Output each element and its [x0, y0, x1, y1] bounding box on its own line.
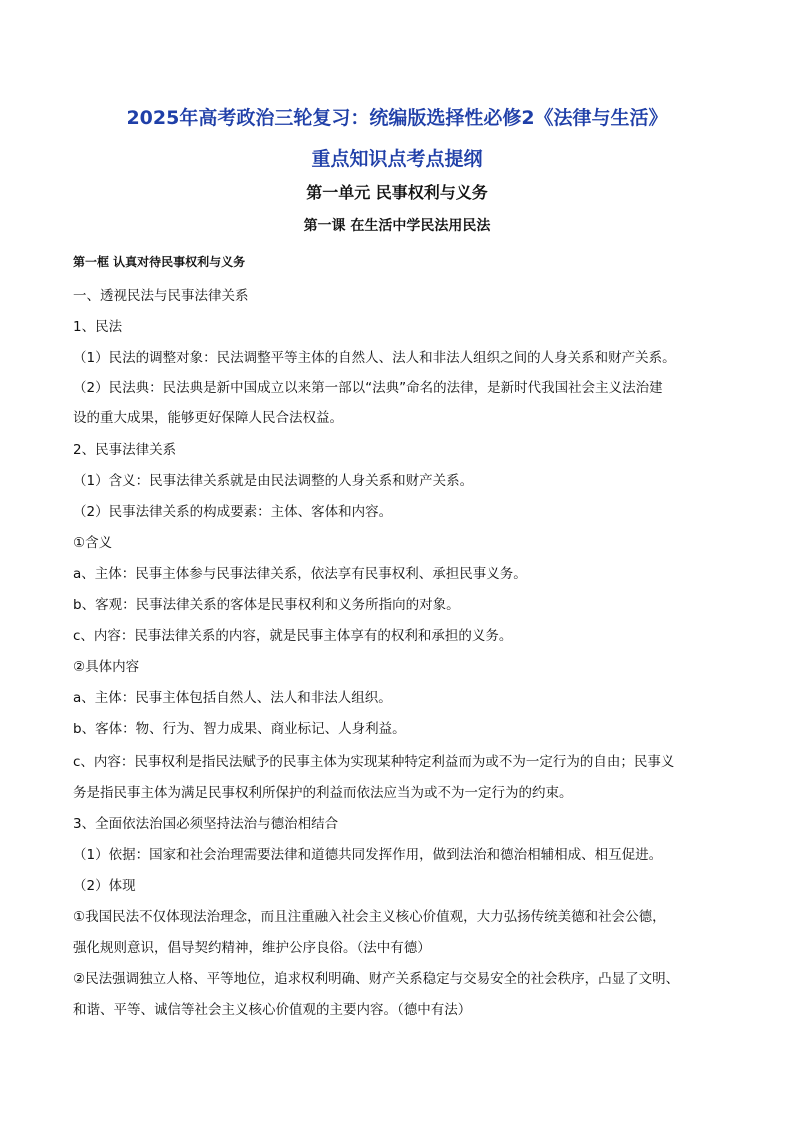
body-line: （2）体现 — [73, 878, 136, 894]
body-line: （1）民法的调整对象：民法调整平等主体的自然人、法人和非法人组织之间的人身关系和财产关系。 — [73, 350, 676, 366]
section-heading: 一、透视民法与民事法律关系 — [73, 288, 249, 304]
body-line: b、客体：物、行为、智力成果、商业标记、人身利益。 — [73, 721, 406, 737]
body-line: （2）民法典：民法典是新中国成立以来第一部以“法典”命名的法律，是新时代我国社会主义法治建 — [73, 380, 663, 396]
body-line: 务是指民事主体为满足民事权利所保护的利益而依法应当为或不为一定行为的约束。 — [73, 785, 573, 801]
body-line: ①含义 — [73, 535, 113, 551]
document-title-line2: 重点知识点考点提纲 — [311, 148, 483, 170]
body-line: 和谐、平等、诚信等社会主义核心价值观的主要内容。（德中有法） — [73, 1002, 472, 1018]
body-line: ①我国民法不仅体现法治理念，而且注重融入社会主义核心价值观，大力弘扬传统美德和社会公德， — [73, 909, 666, 925]
body-line: （1）依据：国家和社会治理需要法律和道德共同发挥作用，做到法治和德治相辅相成、相互促进。 — [73, 847, 663, 863]
body-line: ②具体内容 — [73, 659, 140, 675]
subsection-heading: 3、全面依法治国必须坚持法治与德治相结合 — [73, 816, 339, 832]
lesson-title: 第一课 在生活中学民法用民法 — [303, 218, 491, 234]
body-line: （1）含义：民事法律关系就是由民法调整的人身关系和财产关系。 — [73, 473, 474, 489]
body-line: c、内容：民事法律关系的内容，就是民事主体享有的权利和承担的义务。 — [73, 628, 513, 644]
body-line: 强化规则意识，倡导契约精神，维护公序良俗。（法中有德） — [73, 940, 431, 956]
body-line: ②民法强调独立人格、平等地位，追求权利明确、财产关系稳定与交易安全的社会秩序，凸显了文明、 — [73, 971, 680, 987]
body-line: b、客观：民事法律关系的客体是民事权利和义务所指向的对象。 — [73, 597, 460, 613]
document-title-line1: 2025年高考政治三轮复习：统编版选择性必修2《法律与生活》 — [126, 107, 668, 129]
body-line: a、主体：民事主体包括自然人、法人和非法人组织。 — [73, 690, 392, 706]
subsection-heading: 2、民事法律关系 — [73, 442, 177, 458]
frame-title: 第一框 认真对待民事权利与义务 — [73, 255, 246, 269]
body-line: （2）民事法律关系的构成要素：主体、客体和内容。 — [73, 504, 393, 520]
unit-title: 第一单元 民事权利与义务 — [306, 183, 488, 202]
subsection-heading: 1、民法 — [73, 319, 123, 335]
body-line: c、内容：民事权利是指民法赋予的民事主体为实现某种特定利益而为或不为一定行为的自由；民事义 — [73, 754, 675, 770]
body-line: a、主体：民事主体参与民事法律关系，依法享有民事权利、承担民事义务。 — [73, 566, 527, 582]
body-line: 设的重大成果，能够更好保障人民合法权益。 — [73, 410, 343, 426]
